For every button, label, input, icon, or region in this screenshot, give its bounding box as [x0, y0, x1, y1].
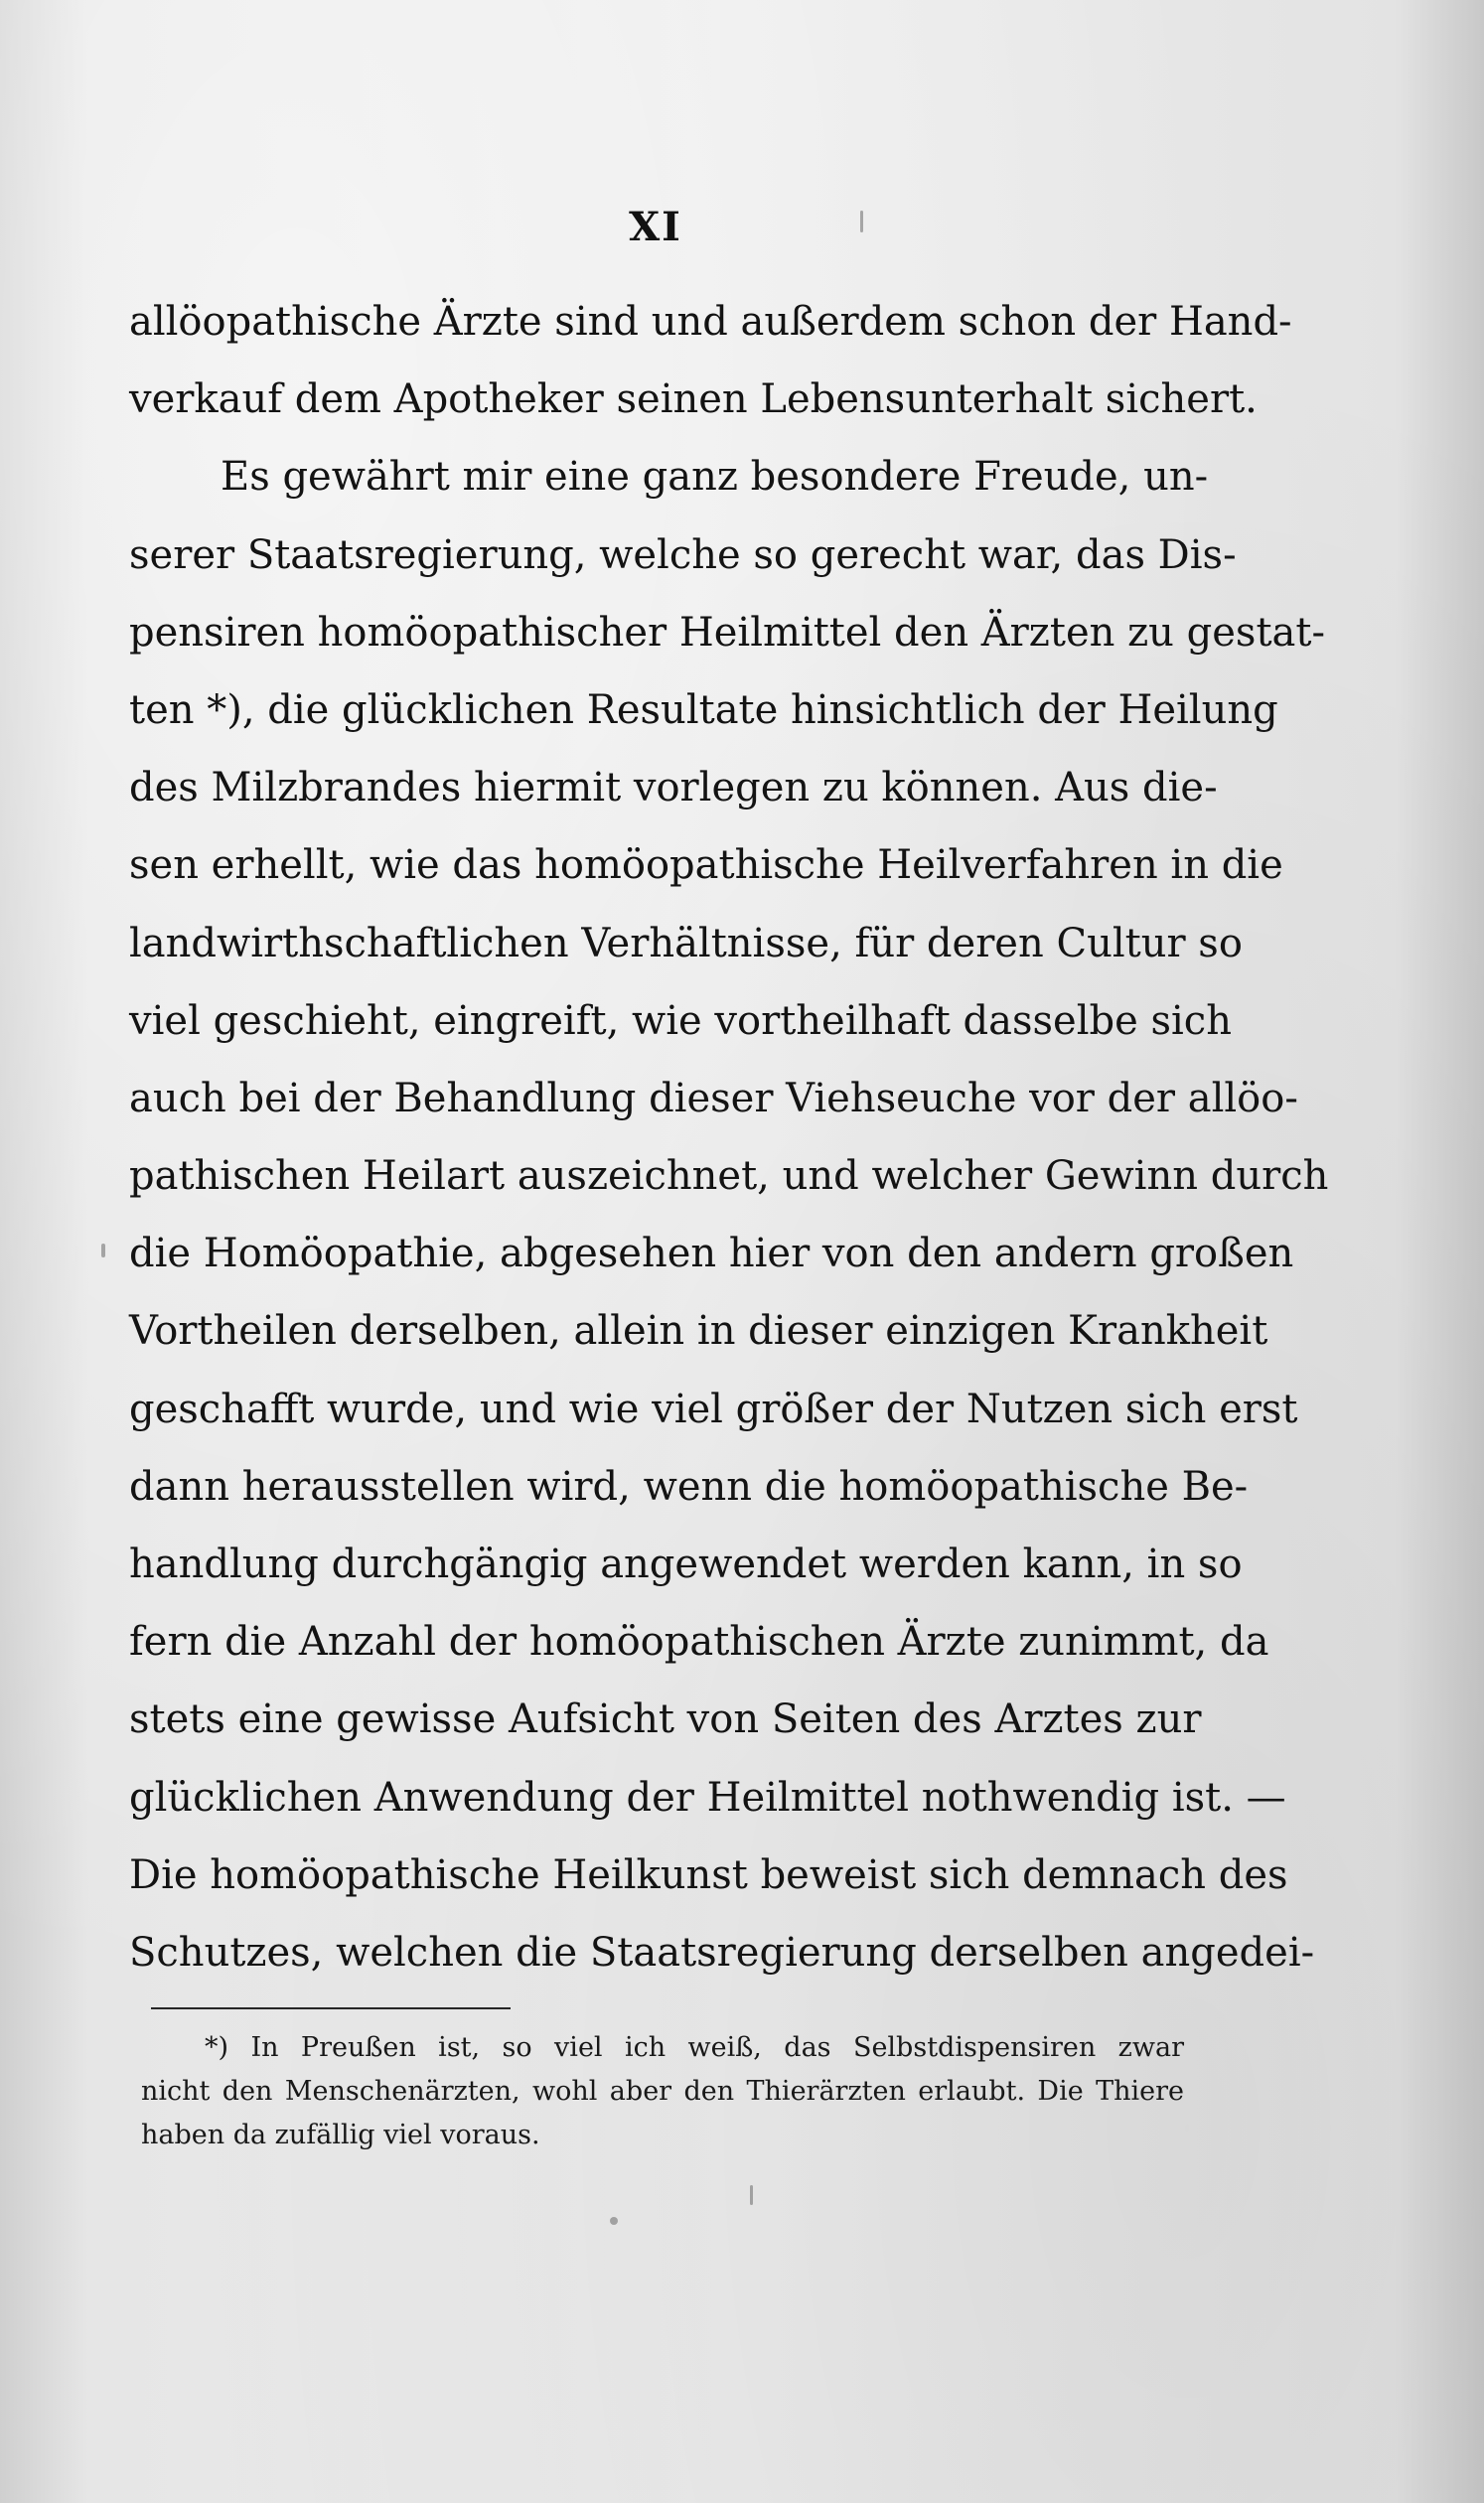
text-line: pensiren homöopathischer Heilmittel den Ärzten zu gestat- [129, 609, 1325, 656]
text-line: pathischen Heilart auszeichnet, und welcher Gewinn durch [129, 1153, 1329, 1200]
text-line: viel geschieht, eingreift, wie vortheilhaft dasselbe sich [129, 997, 1232, 1044]
text-line: auch bei der Behandlung dieser Viehseuche vor der allöo- [129, 1075, 1298, 1121]
text-line: verkauf dem Apotheker seinen Lebensunterhalt sichert. [129, 376, 1258, 423]
text-line: serer Staatsregierung, welche so gerecht war, das Dis- [129, 531, 1237, 578]
text-line: fern die Anzahl der homöopathischen Ärzte zunimmt, da [129, 1619, 1269, 1666]
text-line: allöopathische Ärzte sind und außerdem schon der Hand- [129, 299, 1292, 345]
paper-speck [610, 2217, 618, 2225]
text-line: ten *), die glücklichen Resultate hinsichtlich der Heilung [129, 686, 1278, 733]
footnote [141, 2026, 1184, 2157]
text-line: Vortheilen derselben, allein in dieser einzigen Krankheit [129, 1308, 1268, 1355]
text-line: glücklichen Anwendung der Heilmittel nothwendig ist. — [129, 1774, 1286, 1821]
footnote-divider [151, 2007, 511, 2009]
paper-speck [101, 1244, 105, 1257]
page-number: XI [629, 204, 682, 250]
text-line: Es gewährt mir eine ganz besondere Freude, un- [221, 454, 1209, 501]
text-line: Schutzes, welchen die Staatsregierung derselben angedei- [129, 1929, 1315, 1976]
text-line: sen erhellt, wie das homöopathische Heilverfahren in die [129, 842, 1283, 889]
text-line: geschafft wurde, und wie viel größer der Nutzen sich erst [129, 1386, 1298, 1432]
body-text [129, 283, 1329, 1991]
text-line: dann herausstellen wird, wenn die homöopathische Be- [129, 1463, 1249, 1510]
footnote-line: haben da zufällig viel voraus. [141, 2120, 540, 2150]
text-line: Die homöopathische Heilkunst beweist sich demnach des [129, 1851, 1288, 1898]
paper-speck [750, 2185, 753, 2205]
text-line: die Homöopathie, abgesehen hier von den andern großen [129, 1231, 1294, 1277]
footnote-line: nicht den Menschenärzten, wohl aber den Thierärzten erlaubt. Die Thiere [141, 2076, 1184, 2107]
text-line: handlung durchgängig angewendet werden kann, in so [129, 1542, 1243, 1587]
footnote-line: *) In Preußen ist, so viel ich weiß, das Selbstdispensiren zwar [205, 2032, 1184, 2063]
text-line: stets eine gewisse Aufsicht von Seiten des Arztes zur [129, 1696, 1202, 1743]
text-line: des Milzbrandes hiermit vorlegen zu können. Aus die- [129, 765, 1218, 811]
text-line: landwirthschaftlichen Verhältnisse, für deren Cultur so [129, 920, 1243, 966]
paper-speck [860, 211, 863, 232]
